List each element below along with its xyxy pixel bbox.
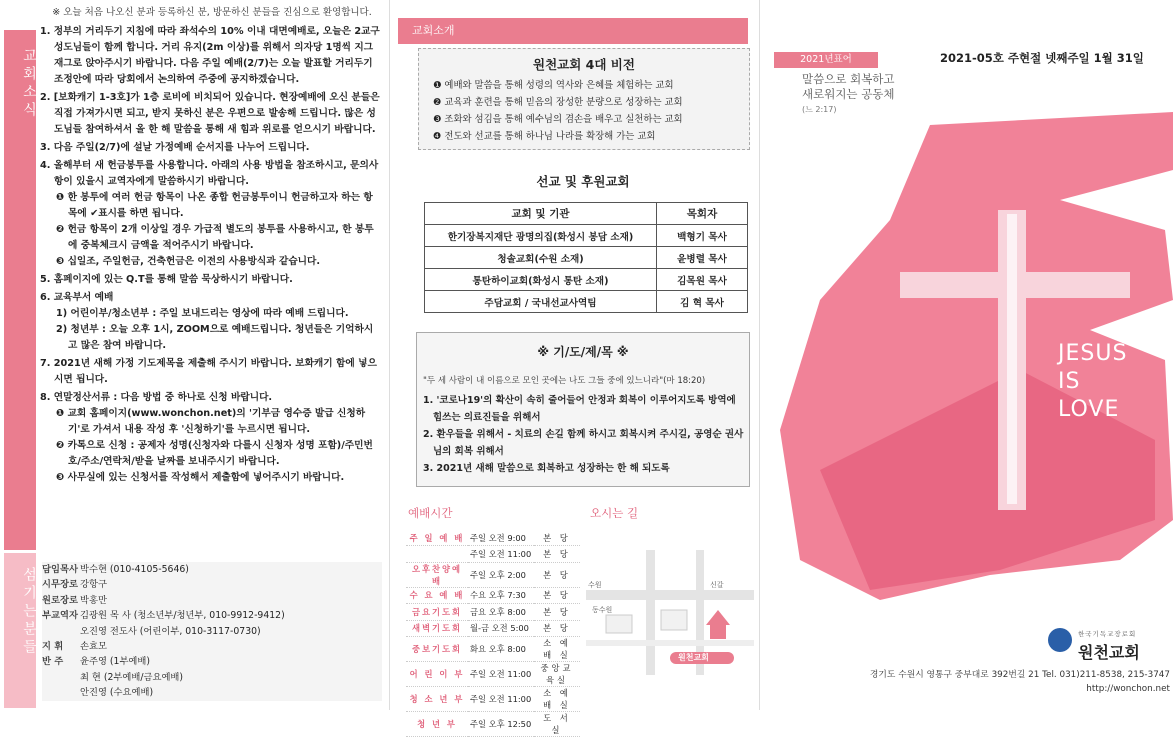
staff-name: 윤주영 (1부예배)	[80, 656, 151, 668]
notice-item: 1. 정부의 거리두기 지침에 따라 좌석수의 10% 이내 대면예배로, 오늘은 2교구 성도님들이 함께 합니다. 거리 유지(2m 이상)를 위해서 의자당 1명씩 지그재그로 앉아주시기 바랍니다. 다음 주일 예배(2/7)는 오늘 발표할 거리두기 조정안에 따라 당회에서 논의하여 주중에 공지하겠습니다.	[40, 26, 380, 85]
jesus-line: IS	[1058, 369, 1081, 394]
service-time: 주일 오전 11:00	[468, 661, 534, 686]
table-cell: 통탄하이교회(화성시 통탄 소재)	[425, 269, 657, 291]
table-cell: 한기장복지재단 광명의집(화성시 봉담 소재)	[425, 225, 657, 247]
motto-ref: (느 2:17)	[802, 105, 837, 114]
table-row	[406, 604, 580, 620]
table-row	[425, 247, 748, 269]
prayer-quote: "두 세 사람이 내 이름으로 모인 곳에는 나도 그들 중에 있느니라"(마 18:20)	[423, 376, 706, 386]
service-place: 소 예 배 실	[534, 686, 580, 711]
intro-panel	[390, 0, 758, 735]
column-header: 목회자	[657, 203, 748, 225]
notice-subitem: ❷ 카톡으로 신청 : 공제자 성명(신청자와 다를시 신청자 성명 포함)/주민번호/주소/연락처/받을 날짜를 보내주시기 바랍니다.	[56, 440, 373, 467]
jesus-line: JESUS	[1058, 341, 1128, 366]
service-time: 주일 오후 2:00	[468, 562, 534, 587]
notice-item: 7. 2021년 새해 가정 기도제목을 제출해 주시기 바랍니다. 보화캐기 함에 넣으시면 됩니다.	[40, 358, 377, 385]
motto-line: 새로워지는 공동체	[802, 87, 895, 101]
notice-text: 4. 올해부터 새 헌금봉투를 사용합니다. 아래의 사용 방법을 참조하시고, 문의사항이 있을시 교역자에게 말씀하시기 바랍니다.	[40, 160, 379, 187]
welcome-note: ※ 오늘 처음 나오신 분과 등록하신 분, 방문하신 분들을 진심으로 환영합니다.	[52, 7, 372, 18]
website-link[interactable]: http://wonchon.net	[1086, 684, 1170, 694]
table-row	[406, 711, 580, 736]
table-row	[406, 530, 580, 546]
vision-item: ❸ 조화와 섬김을 통해 예수님의 겸손을 배우고 실천하는 교회	[433, 114, 683, 125]
service-name: 오후찬양예배	[406, 562, 468, 587]
table-row	[425, 269, 748, 291]
news-panel	[0, 0, 388, 710]
notice-list	[40, 24, 382, 488]
map-title: 오시는 길	[590, 506, 639, 520]
church-logo-icon	[1048, 628, 1072, 652]
map-label: 동수원	[592, 606, 613, 614]
table-cell: 김목원 목사	[657, 269, 748, 291]
notice-item: 2. [보화캐기 1-3호]가 1층 로비에 비치되어 있습니다. 현장예배에 오신 분들은 직접 가져가시면 되고, 받지 못하신 분은 우편으로 발송해 드립니다. 많은 성도님들 참여하셔서 올 한 해 말씀을 통해 새 힘과 위로를 얻으시기 바랍니다.	[40, 92, 380, 135]
table-cell: 백형기 목사	[657, 225, 748, 247]
section-tag: 교회소개	[398, 18, 748, 44]
table-row	[406, 661, 580, 686]
notice-subitem: ❶ 한 봉투에 여러 헌금 항목이 나온 종합 헌금봉투이니 헌금하고자 하는 항목에 ✔표시를 하면 됩니다.	[56, 192, 373, 219]
staff-row	[42, 577, 382, 592]
notice-item: 3. 다음 주일(2/7)에 설날 가정예배 순서지를 나누어 드립니다.	[40, 142, 310, 153]
service-name: 중보기도회	[406, 636, 468, 661]
staff-list	[42, 562, 382, 701]
table-row	[425, 225, 748, 247]
service-place: 도 서 실	[534, 711, 580, 736]
table-header	[425, 203, 748, 225]
vision-item: ❶ 예배와 말씀을 통해 성령의 역사와 은혜를 체험하는 교회	[433, 80, 674, 91]
service-time: 주일 오전 9:00	[468, 530, 534, 546]
staff-row	[42, 562, 382, 577]
vision-item: ❹ 전도와 선교를 통해 하나님 나라를 확장해 가는 교회	[433, 131, 656, 142]
service-name: 청 소 년 부	[406, 686, 468, 711]
prayer-item: 2. 환우들을 위해서 - 치료의 손길 함께 하시고 회복시켜 주시길, 공영순 권사님의 회복 위해서	[423, 429, 744, 457]
service-name	[406, 546, 468, 562]
notice-subitem: ❸ 십일조, 주일헌금, 건축헌금은 이전의 사용방식과 같습니다.	[56, 256, 321, 267]
table-row	[406, 546, 580, 562]
prayer-title: ※ 기/도/제/목 ※	[537, 345, 629, 359]
service-place: 본 당	[534, 562, 580, 587]
vision-box	[418, 48, 750, 150]
service-time: 화요 오후 8:00	[468, 636, 534, 661]
table-cell: 김 혁 목사	[657, 291, 748, 313]
notice-subitem: 1) 어린이부/청소년부 : 주일 보내드리는 영상에 따라 예배 드립니다.	[56, 308, 349, 319]
staff-name: 오진영 전도사 (어린이부, 010-3117-0730)	[80, 625, 261, 637]
church-news-label: 교회소식	[21, 48, 37, 120]
church-news-sidebar	[4, 30, 36, 550]
notice-subitem: ❸ 사무실에 있는 신청서를 작성해서 제출함에 넣어주시기 바랍니다.	[56, 472, 345, 483]
service-place: 본 당	[534, 546, 580, 562]
prayer-box	[416, 332, 750, 487]
table-row	[406, 636, 580, 661]
staff-role: 부교역자	[42, 610, 78, 622]
staff-role: 담임목사	[42, 564, 78, 575]
service-place: 본 당	[534, 620, 580, 636]
map-label: 수원	[588, 581, 602, 589]
table-cell: 윤병렬 목사	[657, 247, 748, 269]
cover-panel	[760, 0, 1173, 710]
table-row	[406, 686, 580, 711]
staff-name: 김광원 목 사 (청소년부/청년부, 010-9912-9412)	[80, 610, 285, 622]
notice-item: 5. 홈페이지에 있는 Q.T를 통해 말씀 묵상하시기 바랍니다.	[40, 274, 293, 285]
contact-info	[850, 668, 1170, 696]
mission-title: 선교 및 후원교회	[536, 174, 630, 189]
service-time: 수요 오후 7:30	[468, 587, 534, 603]
motto	[802, 72, 895, 117]
service-name: 청 년 부	[406, 711, 468, 736]
service-name: 금요기도회	[406, 604, 468, 620]
staff-row	[42, 639, 382, 654]
staff-name: 박수현 (010-4105-5646)	[80, 564, 189, 575]
staff-role: 지 휘	[42, 641, 64, 653]
service-place: 소 예 배 실	[534, 636, 580, 661]
prayer-list	[417, 392, 749, 477]
service-place: 본 당	[534, 587, 580, 603]
motto-line: 말씀으로 회복하고	[802, 72, 895, 86]
jesus-is-love-text	[1058, 340, 1127, 424]
column-header: 교회 및 기관	[425, 203, 657, 225]
notice-subitem: ❶ 교회 홈페이지(www.wonchon.net)의 '기부금 영수증 발급 신청하기'로 가셔서 내용 작성 후 '신청하기'를 누르시면 됩니다.	[56, 408, 366, 435]
staff-role: 반 주	[42, 656, 64, 668]
table-row	[406, 562, 580, 587]
staff-role: 시무장로	[42, 579, 78, 591]
vision-title: 원천교회 4대 비전	[533, 57, 635, 72]
staff-name: 손효모	[80, 641, 107, 653]
notice-text: 8. 연말정산서류 : 다음 방법 중 하나로 신청 바랍니다.	[40, 392, 273, 403]
table-row	[425, 291, 748, 313]
mission-table	[424, 202, 748, 313]
staff-name: 안진영 (수요예배)	[80, 687, 154, 699]
map-label: 신갈	[710, 581, 724, 589]
staff-name: 박홍만	[80, 594, 107, 606]
schedule-table	[406, 530, 580, 737]
service-place: 본 당	[534, 604, 580, 620]
staff-role: 원로장로	[42, 594, 78, 606]
notice-item	[40, 290, 382, 354]
table-cell: 청솔교회(수원 소재)	[425, 247, 657, 269]
map-label-church: 원천교회	[678, 653, 709, 662]
service-name: 주 일 예 배	[406, 530, 468, 546]
church-name: 원천교회	[1078, 643, 1140, 662]
staff-name: 강항구	[80, 579, 107, 591]
staff-name: 최 현 (2부예배/금요예배)	[80, 671, 184, 683]
notice-subitem: 2) 청년부 : 오늘 오후 1시, ZOOM으로 예배드립니다. 청년들은 기억하시고 많은 참여 바랍니다.	[56, 324, 374, 351]
table-row	[406, 620, 580, 636]
service-time: 주일 오전 11:00	[468, 686, 534, 711]
address: 경기도 수원시 영통구 중부대로 392번길 21 Tel. 031)211-8538, 215-3747	[869, 670, 1170, 680]
service-time: 월-금 오전 5:00	[468, 620, 534, 636]
issue-info: 2021-05호 주현절 넷째주일 1월 31일	[940, 51, 1144, 65]
staff-row	[42, 654, 382, 700]
notice-item	[40, 158, 382, 270]
notice-item	[40, 390, 382, 486]
motto-tag: 2021년표어	[774, 52, 878, 68]
staff-row	[42, 593, 382, 608]
prayer-item: 1. '코로나19'의 확산이 속히 줄어들어 안정과 회복이 이루어지도록 방역에 힘쓰는 의료진들을 위해서	[423, 395, 736, 423]
notice-text: 6. 교육부서 예배	[40, 292, 114, 303]
vision-item: ❷ 교육과 훈련을 통해 믿음의 장성한 분량으로 성장하는 교회	[433, 97, 683, 108]
prayer-item: 3. 2021년 새해 말씀으로 회복하고 성장하는 한 해 되도록	[423, 463, 670, 474]
service-time: 금요 오후 8:00	[468, 604, 534, 620]
directions-map	[586, 530, 754, 680]
schedule-title: 예배시간	[408, 506, 453, 520]
service-place: 중앙교육실	[534, 661, 580, 686]
notice-subitem: ❷ 헌금 항목이 2개 이상일 경우 가급적 별도의 봉투를 사용하시고, 한 봉투에 중복체크시 금액을 적어주시기 바랍니다.	[56, 224, 374, 251]
staff-row	[42, 608, 382, 639]
service-name: 수 요 예 배	[406, 587, 468, 603]
table-cell: 주담교회 / 국내선교사역팀	[425, 291, 657, 313]
service-name: 새벽기도회	[406, 620, 468, 636]
denomination: 한국기독교장로회	[1078, 630, 1137, 638]
servants-label: 섬기는분들	[21, 567, 37, 657]
service-time: 주일 오전 11:00	[468, 546, 534, 562]
service-name: 어 린 이 부	[406, 661, 468, 686]
table-row	[406, 587, 580, 603]
service-time: 주일 오후 12:50	[468, 711, 534, 736]
servants-sidebar	[4, 553, 36, 708]
jesus-line: LOVE	[1058, 397, 1120, 422]
service-place: 본 당	[534, 530, 580, 546]
